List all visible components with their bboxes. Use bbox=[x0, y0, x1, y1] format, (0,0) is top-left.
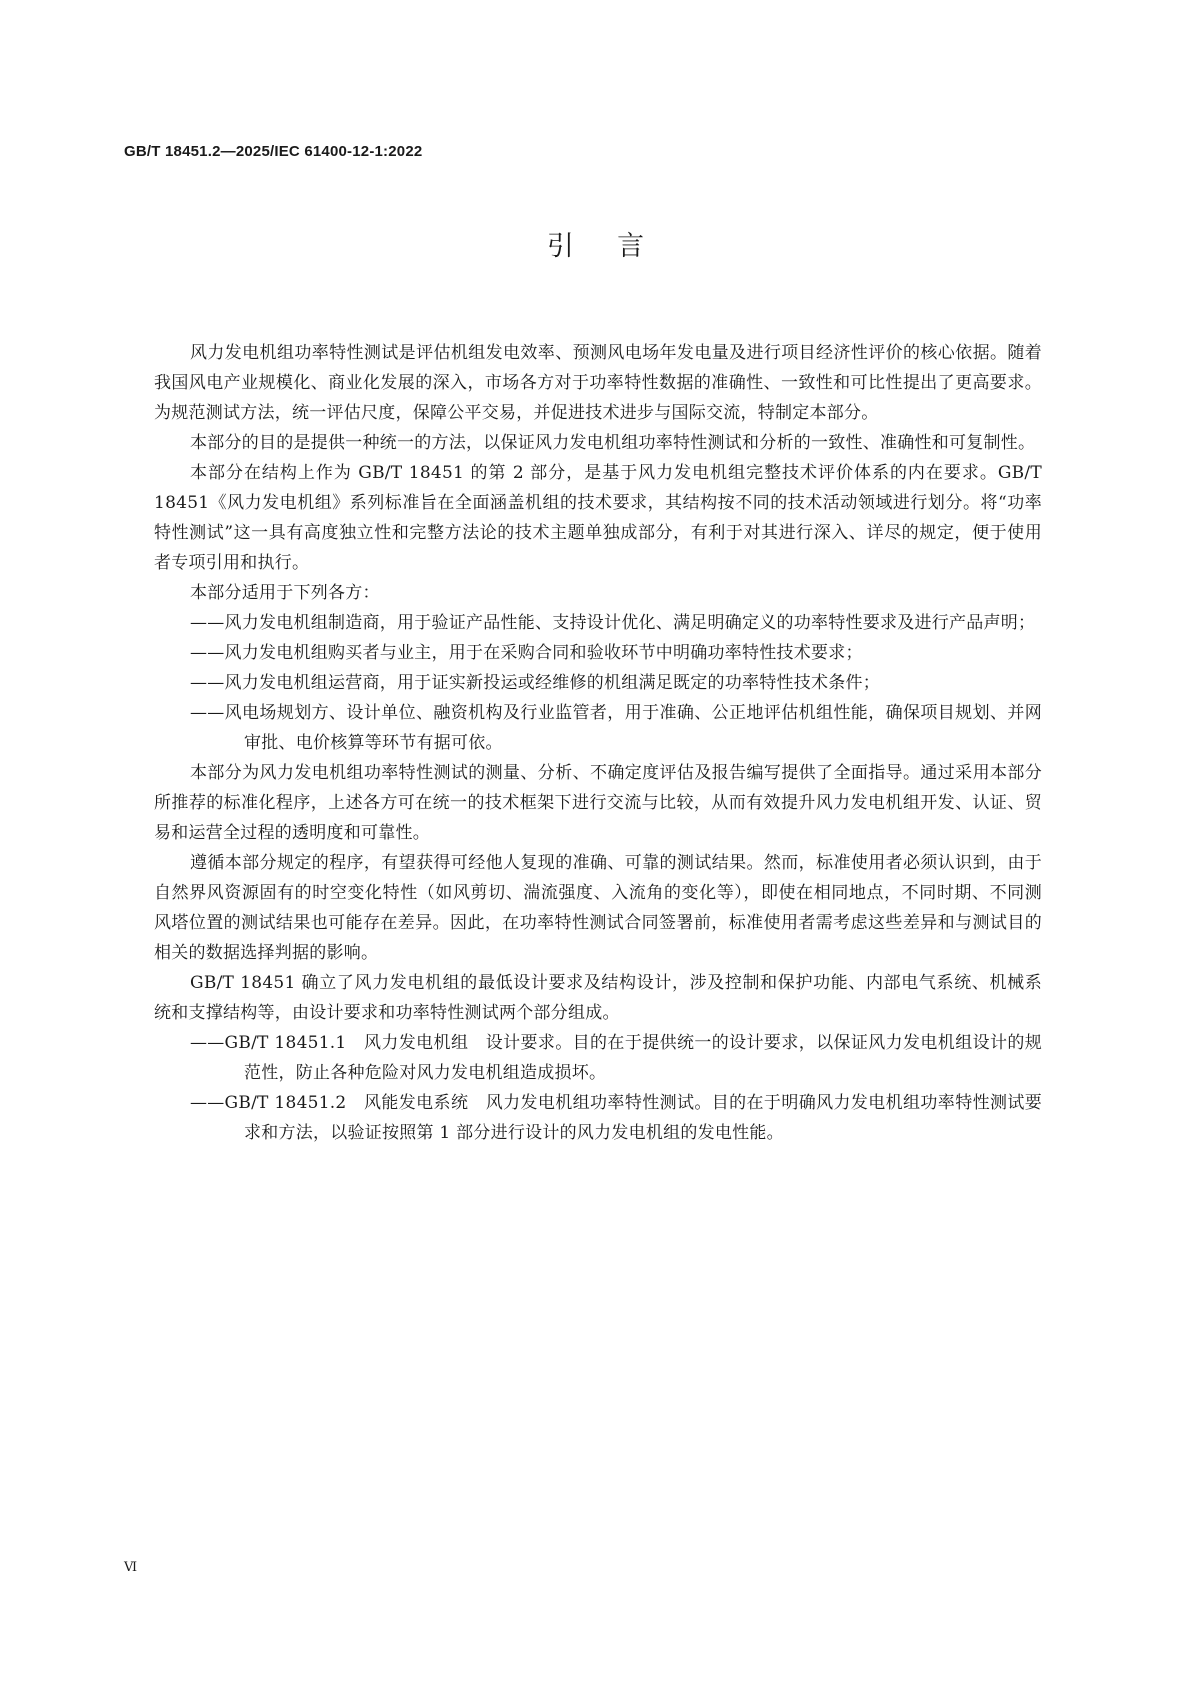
list-item: ——风力发电机组购买者与业主，用于在采购合同和验收环节中明确功率特性技术要求； bbox=[190, 643, 863, 663]
paragraph-applicable-parties: 本部分适用于下列各方： bbox=[190, 583, 380, 603]
running-header: GB/T 18451.2—2025/IEC 61400-12-1:2022 bbox=[124, 143, 423, 160]
paragraph-series-overview: GB/T 18451 确立了风力发电机组的最低设计要求及结构设计，涉及控制和保护功能、内部电气系统、机械系统和支撑结构等，由设计要求和功率特性测试两个部分组成。 bbox=[154, 973, 1042, 1023]
list-item: ——风力发电机组运营商，用于证实新投运或经维修的机组满足既定的功率特性技术条件； bbox=[190, 673, 880, 693]
paragraph-guidance: 本部分为风力发电机组功率特性测试的测量、分析、不确定度评估及报告编写提供了全面指导。通过采用本部分所推荐的标准化程序，上述各方可在统一的技术框架下进行交流与比较，从而有效提升风力发电机组开发、认证、贸易和运营全过程的透明度和可靠性。 bbox=[154, 763, 1042, 843]
paragraph-structure: 本部分在结构上作为 GB/T 18451 的第 2 部分，是基于风力发电机组完整技术评价体系的内在要求。GB/T 18451《风力发电机组》系列标准旨在全面涵盖机组的技术要求，其结构按不同的技术活动领域进行划分。将“功率特性测试”这一具有高度独立性和完整方法论的技术主题单独成部分，有利于对其进行深入、详尽的规定，便于使用者专项引用和执行。 bbox=[154, 463, 1042, 573]
list-item: ——风力发电机组制造商，用于验证产品性能、支持设计优化、满足明确定义的功率特性要求及进行产品声明； bbox=[190, 613, 1036, 633]
series-parts-list bbox=[154, 1028, 1042, 1148]
introduction-body bbox=[154, 338, 1042, 1148]
page-title: 引言 bbox=[546, 231, 688, 262]
applicable-parties-list bbox=[154, 608, 1042, 758]
list-item: ——GB/T 18451.1 风力发电机组 设计要求。目的在于提供统一的设计要求，以保证风力发电机组设计的规范性，防止各种危险对风力发电机组造成损坏。 bbox=[190, 1033, 1042, 1083]
paragraph-purpose-background: 风力发电机组功率特性测试是评估机组发电效率、预测风电场年发电量及进行项目经济性评价的核心依据。随着我国风电产业规模化、商业化发展的深入，市场各方对于功率特性数据的准确性、一致性和可比性提出了更高要求。为规范测试方法，统一评估尺度，保障公平交易，并促进技术进步与国际交流，特制定本部分。 bbox=[154, 343, 1042, 423]
list-item: ——风电场规划方、设计单位、融资机构及行业监管者，用于准确、公正地评估机组性能，确保项目规划、并网审批、电价核算等环节有据可依。 bbox=[190, 703, 1042, 753]
page-number: Ⅵ bbox=[124, 1560, 138, 1575]
list-item: ——GB/T 18451.2 风能发电系统 风力发电机组功率特性测试。目的在于明确风力发电机组功率特性测试要求和方法，以验证按照第 1 部分进行设计的风力发电机组的发电性能。 bbox=[190, 1093, 1042, 1143]
paragraph-objective: 本部分的目的是提供一种统一的方法，以保证风力发电机组功率特性测试和分析的一致性、准确性和可复制性。 bbox=[190, 433, 1036, 453]
paragraph-reproducibility: 遵循本部分规定的程序，有望获得可经他人复现的准确、可靠的测试结果。然而，标准使用者必须认识到，由于自然界风资源固有的时空变化特性（如风剪切、湍流强度、入流角的变化等），即使在相同地点，不同时期、不同测风塔位置的测试结果也可能存在差异。因此，在功率特性测试合同签署前，标准使用者需考虑这些差异和与测试目的相关的数据选择判据的影响。 bbox=[154, 853, 1042, 963]
